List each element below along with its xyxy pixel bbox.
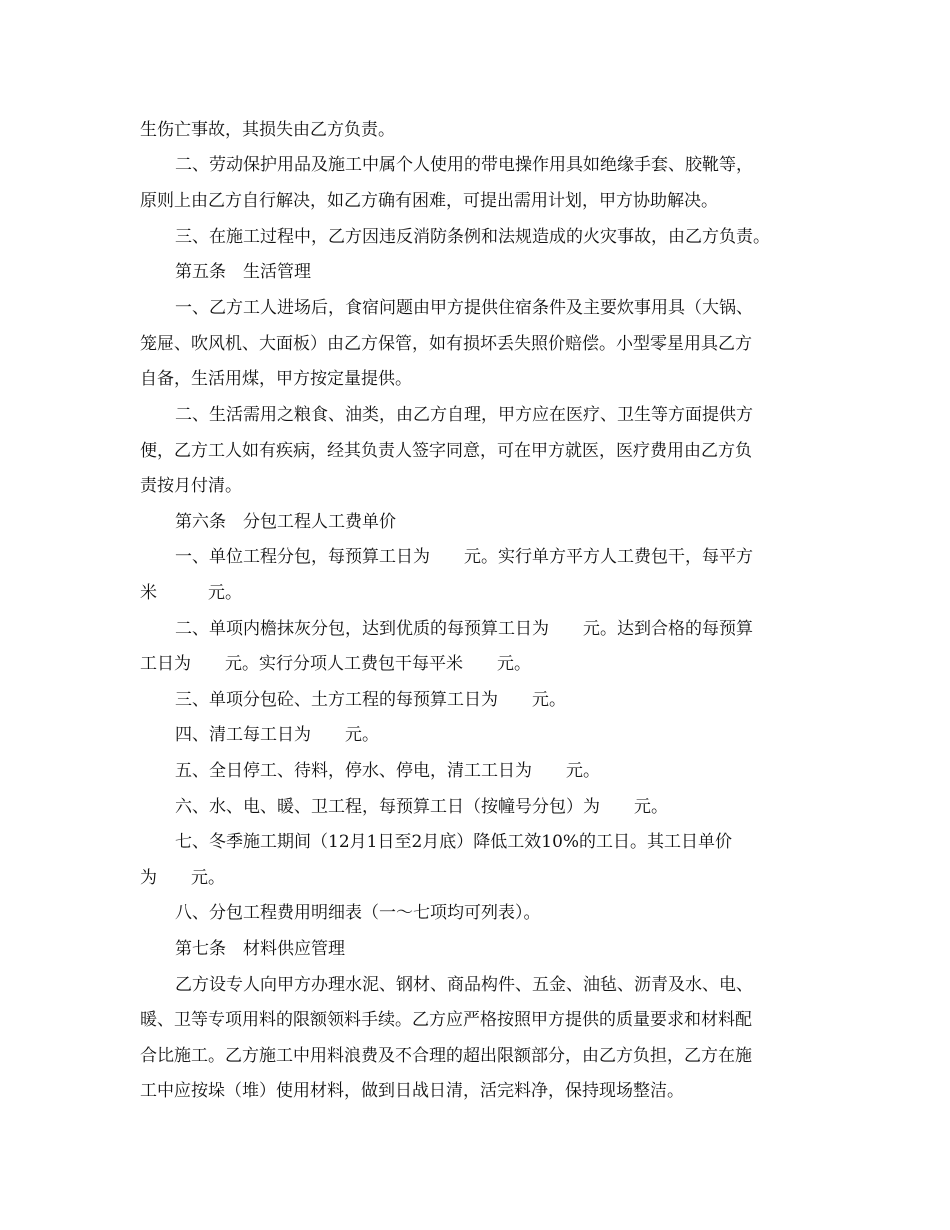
paragraph-line: 工日为 元。实行分项人工费包干每平米 元。 xyxy=(140,654,531,674)
section-heading: 第七条 材料供应管理 xyxy=(175,939,345,959)
paragraph-line: 三、单项分包砼、土方工程的每预算工日为 元。 xyxy=(175,690,566,710)
paragraph-line: 六、水、电、暖、卫工程，每预算工日（按幢号分包）为 元。 xyxy=(175,797,668,817)
paragraph-line: 一、单位工程分包，每预算工日为 元。实行单方平方人工费包干，每平方 xyxy=(175,547,753,567)
section-heading: 第五条 生活管理 xyxy=(175,262,311,282)
section-heading: 第六条 分包工程人工费单价 xyxy=(175,512,396,532)
paragraph-line: 三、在施工过程中，乙方因违反消防条例和法规造成的火灾事故，由乙方负责。 xyxy=(175,227,770,247)
paragraph-line: 便，乙方工人如有疾病，经其负责人签字同意，可在甲方就医，医疗费用由乙方负 xyxy=(140,441,752,461)
paragraph-line: 二、生活需用之粮食、油类，由乙方自理，甲方应在医疗、卫生等方面提供方 xyxy=(175,405,753,425)
paragraph-line: 工中应按垛（堆）使用材料，做到日战日清，活完料净，保持现场整洁。 xyxy=(140,1081,684,1101)
paragraph-line: 乙方设专人向甲方办理水泥、钢材、商品构件、五金、油毡、沥青及水、电、 xyxy=(175,975,753,995)
paragraph-line: 生伤亡事故，其损失由乙方负责。 xyxy=(140,120,395,140)
paragraph-line: 合比施工。乙方施工中用料浪费及不合理的超出限额部分，由乙方负担，乙方在施 xyxy=(140,1046,752,1066)
paragraph-line: 责按月付清。 xyxy=(140,476,242,496)
paragraph-line: 一、乙方工人进场后，食宿问题由甲方提供住宿条件及主要炊事用具（大锅、 xyxy=(175,298,753,318)
paragraph-line: 米 元。 xyxy=(140,583,242,603)
paragraph-line: 二、单项内檐抹灰分包，达到优质的每预算工日为 元。达到合格的每预算 xyxy=(175,619,753,639)
paragraph-line: 暖、卫等专项用料的限额领料手续。乙方应严格按照甲方提供的质量要求和材料配 xyxy=(140,1010,752,1030)
paragraph-line: 笼屉、吹风机、大面板）由乙方保管，如有损坏丢失照价赔偿。小型零星用具乙方 xyxy=(140,334,752,354)
paragraph-line: 原则上由乙方自行解决，如乙方确有困难，可提出需用计划，甲方协助解决。 xyxy=(140,191,718,211)
paragraph-line: 自备，生活用煤，甲方按定量提供。 xyxy=(140,369,412,389)
paragraph-line: 五、全日停工、待料，停水、停电，清工工日为 元。 xyxy=(175,761,600,781)
paragraph-line: 八、分包工程费用明细表（一～七项均可列表）。 xyxy=(175,903,541,923)
paragraph-line: 二、劳动保护用品及施工中属个人使用的带电操作用具如绝缘手套、胶靴等， xyxy=(175,155,753,175)
paragraph-line: 七、冬季施工期间（12月1日至2月底）降低工效10%的工日。其工日单价 xyxy=(175,832,733,852)
paragraph-line: 四、清工每工日为 元。 xyxy=(175,725,379,745)
paragraph-line: 为 元。 xyxy=(140,868,225,888)
